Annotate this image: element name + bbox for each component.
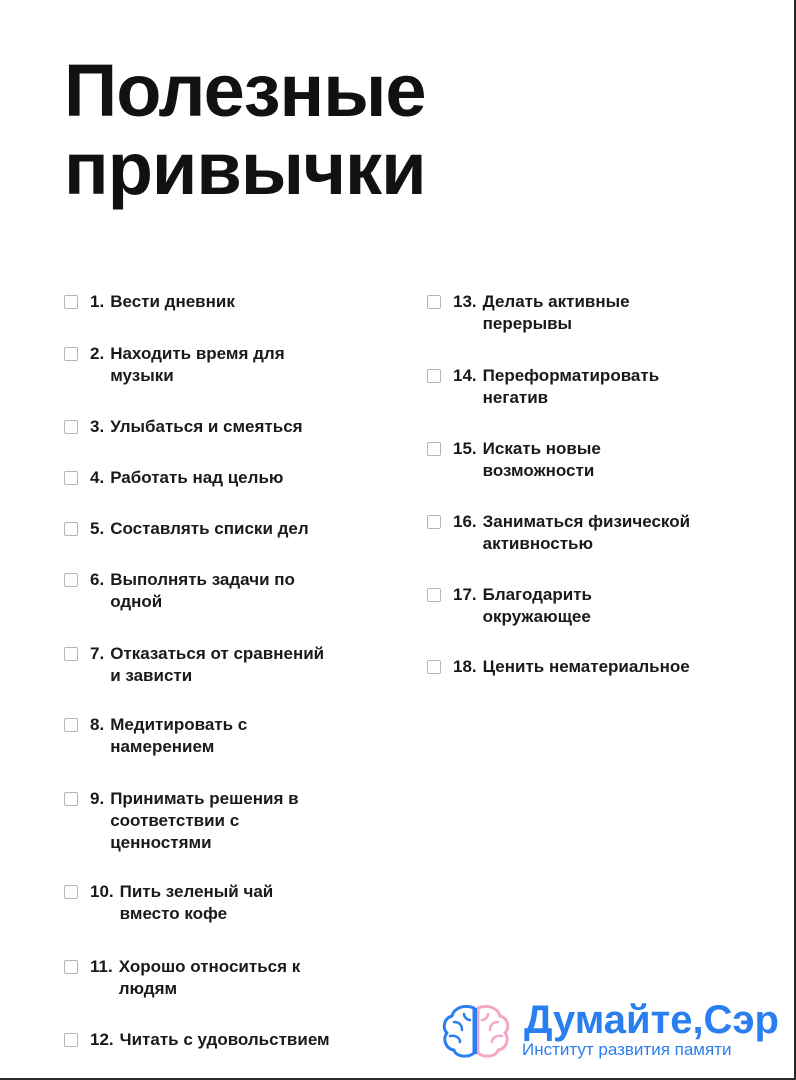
habit-text-line: окружающее bbox=[482, 607, 591, 626]
habit-text bbox=[110, 291, 235, 313]
habit-text bbox=[120, 881, 274, 925]
habit-text-line: Читать с удовольствием bbox=[119, 1030, 330, 1049]
habit-checkbox[interactable] bbox=[64, 573, 78, 587]
habit-text-line: Переформатировать bbox=[482, 366, 660, 385]
habit-checkbox[interactable] bbox=[64, 471, 78, 485]
habit-checkbox[interactable] bbox=[64, 647, 78, 661]
habit-checkbox[interactable] bbox=[427, 515, 441, 529]
habit-item-6 bbox=[64, 569, 295, 613]
habit-text bbox=[483, 511, 690, 555]
habit-item-11 bbox=[64, 956, 300, 1000]
habit-item-7 bbox=[64, 643, 324, 687]
page-title bbox=[64, 49, 426, 210]
habit-text bbox=[110, 467, 283, 489]
habit-text-line: соответствии с bbox=[110, 811, 240, 830]
habit-checkbox[interactable] bbox=[427, 442, 441, 456]
habit-text-line: Отказаться от сравнений bbox=[110, 644, 325, 663]
title-line-2: привычки bbox=[64, 127, 426, 210]
habit-number: 4. bbox=[90, 468, 105, 487]
habit-item-14 bbox=[427, 365, 659, 409]
habit-item-18 bbox=[427, 656, 690, 678]
habit-checkbox[interactable] bbox=[64, 1033, 78, 1047]
habit-number: 13. bbox=[453, 292, 477, 311]
habit-item-12 bbox=[64, 1029, 330, 1051]
habit-item-17 bbox=[427, 584, 592, 628]
habit-text-line: Составлять списки дел bbox=[110, 519, 309, 538]
habit-checkbox[interactable] bbox=[427, 660, 441, 674]
habit-checkbox[interactable] bbox=[64, 960, 78, 974]
habit-text bbox=[110, 714, 247, 758]
habit-text-line: вместо кофе bbox=[119, 904, 228, 923]
title-line-1: Полезные bbox=[64, 49, 426, 132]
habit-text-line: активностью bbox=[482, 534, 594, 553]
brand-name: Думайте,Сэр bbox=[524, 998, 779, 1042]
habit-number: 14. bbox=[453, 366, 477, 385]
habit-text-line: Заниматься физической bbox=[482, 512, 691, 531]
habit-text-line: ценностями bbox=[110, 833, 212, 852]
habit-text bbox=[110, 569, 295, 613]
habit-checkbox[interactable] bbox=[64, 885, 78, 899]
habit-text-line: Вести дневник bbox=[110, 292, 235, 311]
habit-checkbox[interactable] bbox=[64, 295, 78, 309]
habit-text-line: и зависти bbox=[110, 666, 193, 685]
habit-text-line: Искать новые bbox=[482, 439, 601, 458]
habit-number: 18. bbox=[453, 657, 477, 676]
habit-number: 16. bbox=[453, 512, 477, 531]
habit-item-16 bbox=[427, 511, 690, 555]
habit-text-line: возможности bbox=[482, 461, 595, 480]
habit-checkbox[interactable] bbox=[427, 295, 441, 309]
habit-text-line: одной bbox=[110, 592, 163, 611]
habit-number: 9. bbox=[90, 789, 105, 808]
habit-text bbox=[483, 656, 690, 678]
habit-number: 8. bbox=[90, 715, 105, 734]
habit-text-line: Хорошо относиться к bbox=[118, 957, 301, 976]
habit-number: 3. bbox=[90, 417, 105, 436]
habit-item-9 bbox=[64, 788, 299, 854]
habit-text-line: Ценить нематериальное bbox=[482, 657, 690, 676]
habit-number: 10. bbox=[90, 882, 114, 901]
habit-text bbox=[110, 343, 284, 387]
habit-text-line: намерением bbox=[110, 737, 215, 756]
habit-item-10 bbox=[64, 881, 273, 925]
habit-number: 1. bbox=[90, 292, 105, 311]
habit-text bbox=[110, 518, 308, 540]
habit-checkbox[interactable] bbox=[64, 718, 78, 732]
habit-checkbox[interactable] bbox=[64, 347, 78, 361]
habit-text-line: Пить зеленый чай bbox=[119, 882, 274, 901]
habit-checkbox[interactable] bbox=[427, 369, 441, 383]
habit-text-line: Делать активные bbox=[482, 292, 630, 311]
habit-number: 2. bbox=[90, 344, 105, 363]
habit-checkbox[interactable] bbox=[64, 792, 78, 806]
brand-subtitle: Институт развития памяти bbox=[522, 1040, 732, 1059]
habit-item-15 bbox=[427, 438, 601, 482]
habit-item-8 bbox=[64, 714, 247, 758]
habit-item-5 bbox=[64, 518, 309, 540]
habit-item-2 bbox=[64, 343, 285, 387]
habit-number: 12. bbox=[90, 1030, 114, 1049]
brand-logo bbox=[440, 998, 785, 1064]
habit-number: 11. bbox=[90, 957, 113, 976]
habit-text bbox=[483, 365, 660, 409]
habit-text-line: Работать над целью bbox=[110, 468, 284, 487]
habit-text-line: Находить время для bbox=[110, 344, 285, 363]
habit-number: 17. bbox=[453, 585, 477, 604]
habit-checkbox[interactable] bbox=[64, 420, 78, 434]
habit-number: 7. bbox=[90, 644, 105, 663]
habit-text-line: перерывы bbox=[482, 314, 573, 333]
habit-item-3 bbox=[64, 416, 303, 438]
habit-text-line: Выполнять задачи по bbox=[110, 570, 295, 589]
habit-text bbox=[110, 416, 302, 438]
habit-number: 15. bbox=[453, 439, 477, 458]
habit-text bbox=[483, 584, 592, 628]
habit-text bbox=[110, 643, 324, 687]
habit-item-13 bbox=[427, 291, 630, 335]
habit-text-line: людям bbox=[118, 979, 178, 998]
habit-number: 5. bbox=[90, 519, 105, 538]
habit-checkbox[interactable] bbox=[427, 588, 441, 602]
habit-item-1 bbox=[64, 291, 235, 313]
habit-text bbox=[119, 956, 301, 1000]
habit-text-line: Благодарить bbox=[482, 585, 592, 604]
habit-number: 6. bbox=[90, 570, 105, 589]
habit-text bbox=[110, 788, 298, 854]
habit-text-line: Медитировать с bbox=[110, 715, 248, 734]
habit-text bbox=[483, 438, 601, 482]
habit-item-4 bbox=[64, 467, 283, 489]
habit-checkbox[interactable] bbox=[64, 522, 78, 536]
habit-text-line: негатив bbox=[482, 388, 549, 407]
habit-text bbox=[120, 1029, 330, 1051]
habit-text-line: Улыбаться и смеяться bbox=[110, 417, 303, 436]
brain-icon bbox=[440, 1002, 512, 1060]
habit-text-line: Принимать решения в bbox=[110, 789, 299, 808]
habit-text-line: музыки bbox=[110, 366, 174, 385]
habit-text bbox=[483, 291, 630, 335]
